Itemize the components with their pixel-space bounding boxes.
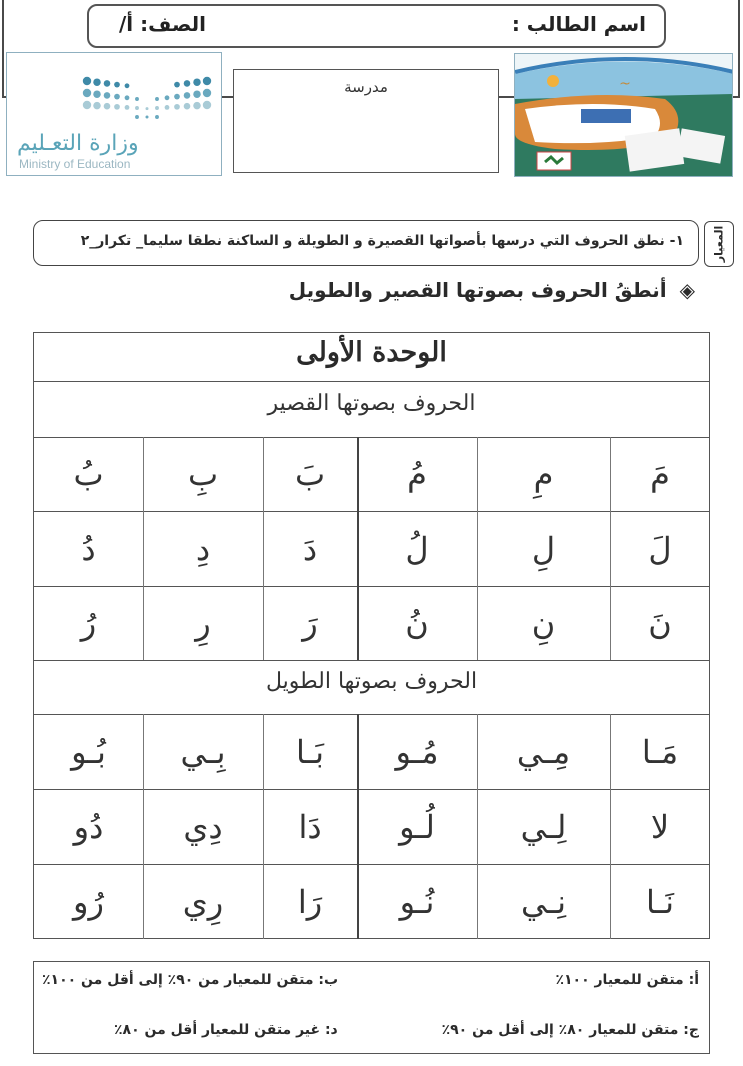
instruction-heading — [289, 278, 695, 302]
logo-dot — [174, 94, 180, 100]
logo-dot — [146, 116, 149, 119]
letter-cell: رِ — [195, 604, 211, 642]
standard-text: ١- نطق الحروف التي درسها بأصواتها القصيرة و الطويلة و الساكنة نطقا سليما_ تكرار_٢ — [80, 233, 684, 249]
letter-cell: دَا — [298, 807, 322, 846]
table-divider — [34, 381, 709, 382]
letter-cell: مُ — [407, 455, 427, 493]
logo-dot — [125, 105, 130, 110]
logo-dot — [155, 115, 159, 119]
logo-dot — [174, 104, 180, 110]
letter-cell: لِـي — [520, 807, 567, 846]
letter-cell: لَ — [648, 529, 672, 568]
logo-dot — [114, 104, 120, 110]
letter-cell: نُـو — [399, 882, 435, 921]
logo-dot — [125, 95, 130, 100]
letter-cell: نِـي — [521, 882, 566, 921]
student-name-label: اسم الطالب : — [511, 12, 646, 36]
letter-cell: بُ — [73, 455, 104, 493]
diamond-icon: ◈ — [679, 278, 695, 302]
letter-cell: مِـي — [516, 732, 571, 771]
class-label: الصف: أ/ — [119, 12, 207, 36]
letter-cell: دِي — [183, 807, 223, 846]
standard-tag — [704, 221, 734, 267]
legend-c: ج: متقن للمعيار ٨٠٪ إلى أقل من ٩٠٪ — [441, 1022, 699, 1038]
legend-a: أ: متقن للمعيار ١٠٠٪ — [555, 972, 699, 988]
letter-cell: رُو — [73, 882, 104, 921]
logo-dot — [146, 107, 149, 110]
letter-cell: مُـو — [395, 732, 439, 771]
logo-dot — [135, 106, 139, 110]
standard-tag-label: المعيار — [712, 225, 726, 263]
logo-dot — [203, 89, 211, 97]
mastery-legend — [33, 961, 710, 1054]
instruction-text: أنطقُ الحروف بصوتها القصير والطويل — [288, 278, 667, 302]
logo-dot — [193, 90, 201, 98]
logo-dot — [184, 92, 191, 99]
letter-cell: نَ — [648, 604, 672, 642]
letter-cell: بَـا — [295, 732, 325, 771]
logo-dot — [203, 101, 211, 109]
logo-dot — [125, 83, 130, 88]
table-divider — [34, 660, 709, 661]
letter-cell: بِـي — [180, 732, 226, 771]
short-section-title: الحروف بصوتها القصير — [267, 391, 476, 416]
unit-title: الوحدة الأولى — [296, 337, 447, 368]
svg-text:~: ~ — [619, 76, 631, 92]
letter-cell: بِ — [187, 455, 219, 493]
letter-cell: مَـا — [641, 732, 679, 771]
logo-dot — [193, 102, 201, 110]
book-cover-illustration-icon — [515, 54, 733, 177]
logo-dot — [135, 115, 139, 119]
logo-dot — [114, 94, 120, 100]
letter-cell: رَ — [302, 604, 318, 642]
logo-dot — [203, 77, 211, 85]
logo-dot — [184, 103, 191, 110]
letter-cell: دِ — [195, 529, 211, 568]
logo-dot — [155, 106, 159, 110]
letter-cell: نَـا — [645, 882, 675, 921]
logo-dot — [114, 82, 120, 88]
ministry-logo — [6, 52, 222, 176]
logo-dot — [165, 105, 170, 110]
school-label: مدرسة — [344, 78, 388, 96]
logo-dot — [93, 102, 101, 110]
letter-cell: نِ — [531, 604, 556, 642]
letter-cell: رُ — [80, 604, 97, 642]
logo-dots-icon — [77, 73, 217, 125]
letter-cell: بَ — [294, 455, 326, 493]
logo-dot — [104, 103, 111, 110]
logo-dot — [165, 95, 170, 100]
letter-cell: بُـو — [71, 732, 106, 771]
logo-dot — [193, 78, 201, 86]
long-section-title: الحروف بصوتها الطويل — [265, 669, 478, 694]
school-name-box — [233, 69, 499, 173]
logo-dot — [83, 89, 91, 97]
logo-dot — [104, 80, 111, 87]
logo-dot — [83, 77, 91, 85]
letter-cell: رِي — [182, 882, 224, 921]
letter-cell: لا — [650, 807, 670, 846]
logo-dot — [174, 82, 180, 88]
letter-cell: لِ — [531, 529, 556, 568]
logo-dot — [83, 101, 91, 109]
logo-dot — [93, 78, 101, 86]
letter-cell: رَا — [297, 882, 323, 921]
student-info-box — [87, 4, 666, 48]
book-cover-image — [514, 53, 733, 177]
legend-b: ب: متقن للمعيار من ٩٠٪ إلى أقل من ١٠٠٪ — [42, 972, 339, 988]
logo-arabic-text: وزارة التعـليم — [17, 131, 139, 156]
standard-box — [33, 220, 699, 266]
logo-dot — [155, 97, 159, 101]
letters-table — [33, 332, 710, 939]
letter-cell: مَ — [650, 455, 670, 493]
logo-dot — [184, 80, 191, 87]
letter-cell: دَ — [302, 529, 318, 568]
letter-cell: نُ — [405, 604, 429, 642]
logo-english-text: Ministry of Education — [19, 157, 131, 171]
letter-cell: دُ — [81, 529, 96, 568]
logo-dot — [135, 97, 139, 101]
logo-dot — [104, 92, 111, 99]
letter-cell: لُـو — [399, 807, 435, 846]
legend-d: د: غير متقن للمعيار أقل من ٨٠٪ — [114, 1022, 338, 1038]
letter-cell: لُ — [405, 529, 429, 568]
logo-dot — [93, 90, 101, 98]
letter-cell: مِ — [533, 455, 554, 493]
letter-cell: دُو — [73, 807, 104, 846]
